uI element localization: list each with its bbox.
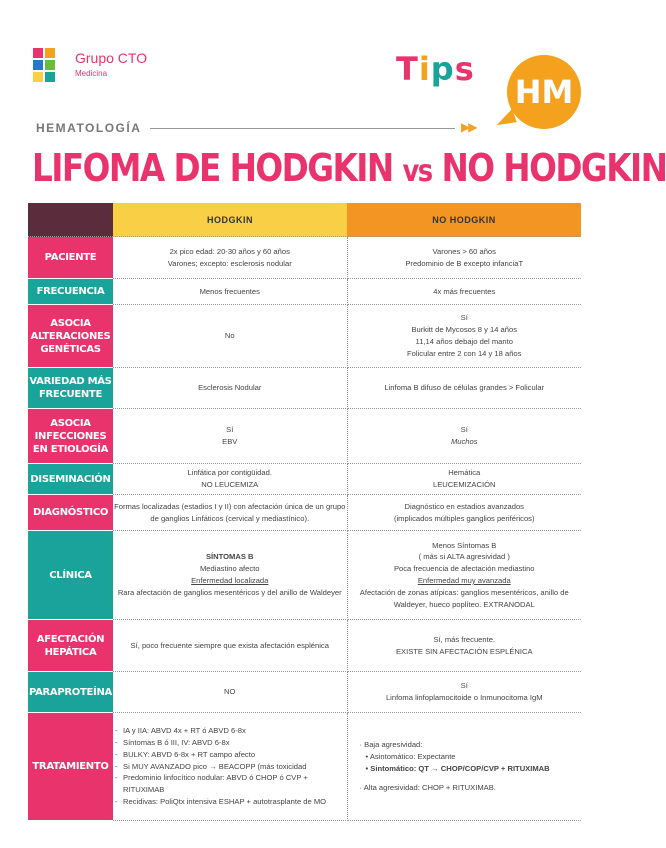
logo-square-red bbox=[33, 48, 43, 58]
cell-hodgkin: Esclerosis Nodular bbox=[113, 368, 347, 409]
table-row bbox=[28, 464, 581, 495]
tips-letter: i bbox=[418, 50, 431, 88]
row-label-paciente: PACIENTE bbox=[28, 237, 113, 279]
cell-text: Burkitt de Mycosos 8 y 14 años bbox=[411, 325, 518, 335]
table-header-row bbox=[28, 203, 581, 237]
list-item: - Recidivas: PoliQtx intensiva ESHAP + autotrasplante de MO bbox=[123, 796, 347, 808]
row-label-diagnostico: DIAGNÓSTICO bbox=[28, 495, 113, 531]
cell-no-hodgkin bbox=[347, 495, 581, 531]
table-row bbox=[28, 368, 581, 409]
cell-text: Muchos bbox=[450, 437, 478, 446]
column-header-no-hodgkin: NO HODGKIN bbox=[347, 203, 581, 237]
cell-text: Menos Síntomas B bbox=[432, 540, 497, 550]
cell-no-hodgkin bbox=[347, 531, 581, 620]
cell-hodgkin bbox=[113, 237, 347, 279]
cell-hodgkin: Sí, poco frecuente siempre que exista afectación esplénica bbox=[113, 620, 347, 672]
grupo-cto-logo bbox=[33, 46, 153, 84]
cell-text: Afectación de zonas atípicas: ganglios mesentéricos, anillo de Waldeyer, hueco poplíteo. EXTRANODAL bbox=[359, 587, 569, 609]
cell-text: Folicular entre 2 con 14 y 18 años bbox=[407, 348, 522, 358]
cell-text: Linfática por contigüidad. bbox=[187, 468, 272, 478]
cell-text: Linfoma linfoplamocitoide o Inmunocitoma IgM bbox=[385, 693, 543, 702]
cell-hodgkin: Menos frecuentes bbox=[113, 279, 347, 305]
table-row bbox=[28, 495, 581, 531]
cell-hodgkin: No bbox=[113, 305, 347, 368]
cell-no-hodgkin bbox=[347, 305, 581, 368]
cell-text: (implicados múltiples ganglios periféricos) bbox=[393, 513, 535, 523]
row-label-clinica: CLÍNICA bbox=[28, 531, 113, 620]
section-divider bbox=[150, 128, 455, 129]
tips-logo bbox=[396, 50, 475, 88]
tips-letter: s bbox=[454, 50, 475, 88]
cell-text: Rara afectación de ganglios mesentéricos y del anillo de Waldeyer bbox=[117, 587, 342, 597]
logo-square-blue bbox=[33, 60, 43, 70]
cell-hodgkin bbox=[113, 464, 347, 495]
cell-text: Varones > 60 años bbox=[432, 246, 496, 256]
cell-text: · Alta agresividad: CHOP + RITUXIMAB. bbox=[359, 783, 496, 793]
logo-subtitle: Medicina bbox=[75, 69, 108, 78]
cell-text: Poca frecuencia de afectación mediastino bbox=[393, 564, 535, 574]
cell-text: 2x pico edad: 20-30 años y 60 años bbox=[169, 246, 290, 256]
hm-badge: HM bbox=[507, 55, 581, 129]
cell-no-hodgkin bbox=[347, 620, 581, 672]
page-title bbox=[32, 146, 666, 190]
cell-text: · Baja agresividad: bbox=[359, 739, 423, 749]
list-item: - BULKY: ABVD 6-8x + RT campo afecto bbox=[123, 749, 347, 761]
cell-hodgkin bbox=[113, 713, 347, 821]
cell-hodgkin: NO bbox=[113, 672, 347, 713]
row-label-variedad: VARIEDAD MÁS FRECUENTE bbox=[28, 368, 113, 409]
section-label: HEMATOLOGÍA bbox=[36, 121, 142, 135]
row-label-infecciones: ASOCIA INFECCIONES EN ETIOLOGÍA bbox=[28, 409, 113, 464]
cell-text: Diagnóstico en estadios avanzados bbox=[404, 501, 524, 511]
cell-hodgkin: Formas localizadas (estadios I y II) con afectación única de un grupo de ganglios Linfáticos (cervical y mediastínico). bbox=[113, 495, 347, 531]
cell-text: Sí bbox=[460, 425, 468, 435]
title-vs: vs bbox=[402, 154, 432, 189]
cell-no-hodgkin: 4x más frecuentes bbox=[347, 279, 581, 305]
row-label-geneticas: ASOCIA ALTERACIONES GENÉTICAS bbox=[28, 305, 113, 368]
cell-text: EXISTE SIN AFECTACIÓN ESPLÉNICA bbox=[395, 646, 533, 656]
row-label-diseminacion: DISEMINACIÓN bbox=[28, 464, 113, 495]
cell-text: SÍNTOMAS B bbox=[205, 552, 254, 562]
cell-no-hodgkin bbox=[347, 237, 581, 279]
logo-square-teal bbox=[45, 72, 55, 82]
cell-hodgkin bbox=[113, 409, 347, 464]
row-label-frecuencia: FRECUENCIA bbox=[28, 279, 113, 305]
row-label-paraproteina: PARAPROTEÍNA bbox=[28, 672, 113, 713]
column-header-hodgkin: HODGKIN bbox=[113, 203, 347, 237]
cell-text: Sí bbox=[460, 681, 468, 691]
row-label-tratamiento: TRATAMIENTO bbox=[28, 713, 113, 821]
list-item: - Si MUY AVANZADO pico → BEACOPP (más toxicidad bbox=[123, 761, 347, 773]
cell-no-hodgkin bbox=[347, 713, 581, 821]
table-row bbox=[28, 620, 581, 672]
logo-square-orange bbox=[45, 48, 55, 58]
cell-text: ( más si ALTA agresividad ) bbox=[418, 552, 510, 562]
list-item: - Predominio linfocítico nodular: ABVD ó CHOP ó CVP + RITUXIMAB bbox=[123, 772, 347, 796]
cell-text: LEUCEMIZACIÓN bbox=[433, 480, 496, 489]
cell-hodgkin bbox=[113, 531, 347, 620]
treatment-list bbox=[113, 725, 347, 807]
cell-text: • Sintomático: QT → CHOP/COP/CVP + RITUXIMAB bbox=[365, 763, 550, 773]
table-row bbox=[28, 713, 581, 821]
cell-text: Sí bbox=[460, 313, 468, 323]
list-item: - IA y IIA: ABVD 4x + RT ó ABVD 6-8x bbox=[123, 725, 347, 737]
title-part: LIFOMA DE HODGKIN bbox=[32, 146, 403, 190]
cell-text: Sí bbox=[226, 425, 234, 435]
cell-no-hodgkin bbox=[347, 409, 581, 464]
table-row bbox=[28, 531, 581, 620]
arrow-icon: ▶▶ bbox=[461, 120, 476, 134]
cell-text: Hemática bbox=[448, 468, 481, 478]
cell-no-hodgkin bbox=[347, 464, 581, 495]
cell-no-hodgkin bbox=[347, 672, 581, 713]
cell-no-hodgkin: Linfoma B difuso de células grandes > Folicular bbox=[347, 368, 581, 409]
cell-text: NO LEUCEMIZA bbox=[201, 480, 259, 489]
title-part: NO HODGKIN bbox=[431, 146, 666, 190]
table-row bbox=[28, 672, 581, 713]
table-row bbox=[28, 409, 581, 464]
list-item: - Síntomas B ó III, IV: ABVD 6-8x bbox=[123, 737, 347, 749]
cell-text: 11,14 años debajo del manto bbox=[415, 337, 513, 346]
cell-text: Enfermedad muy avanzada bbox=[417, 576, 511, 585]
cell-text: EBV bbox=[222, 437, 238, 446]
logo-square-green bbox=[45, 60, 55, 70]
row-label-hepatica: AFECTACIÓN HEPÁTICA bbox=[28, 620, 113, 672]
tips-letter: T bbox=[396, 50, 419, 88]
table-row bbox=[28, 305, 581, 368]
cell-text: Enfermedad localizada bbox=[191, 576, 269, 585]
cell-text: Varones; excepto: esclerosis nodular bbox=[167, 258, 292, 268]
header-corner bbox=[28, 203, 113, 237]
cell-text: Predominio de B excepto infanciaT bbox=[405, 258, 524, 268]
logo-text: Grupo CTO bbox=[75, 50, 148, 66]
cell-text: Sí, más frecuente. bbox=[433, 634, 496, 644]
cell-text: Mediastino afecto bbox=[199, 564, 260, 574]
cell-text: • Asintomático: Expectante bbox=[365, 751, 456, 761]
table-row bbox=[28, 279, 581, 305]
tips-letter: p bbox=[430, 50, 455, 88]
table-row bbox=[28, 237, 581, 279]
comparison-table bbox=[28, 203, 581, 821]
logo-square-yellow bbox=[33, 72, 43, 82]
